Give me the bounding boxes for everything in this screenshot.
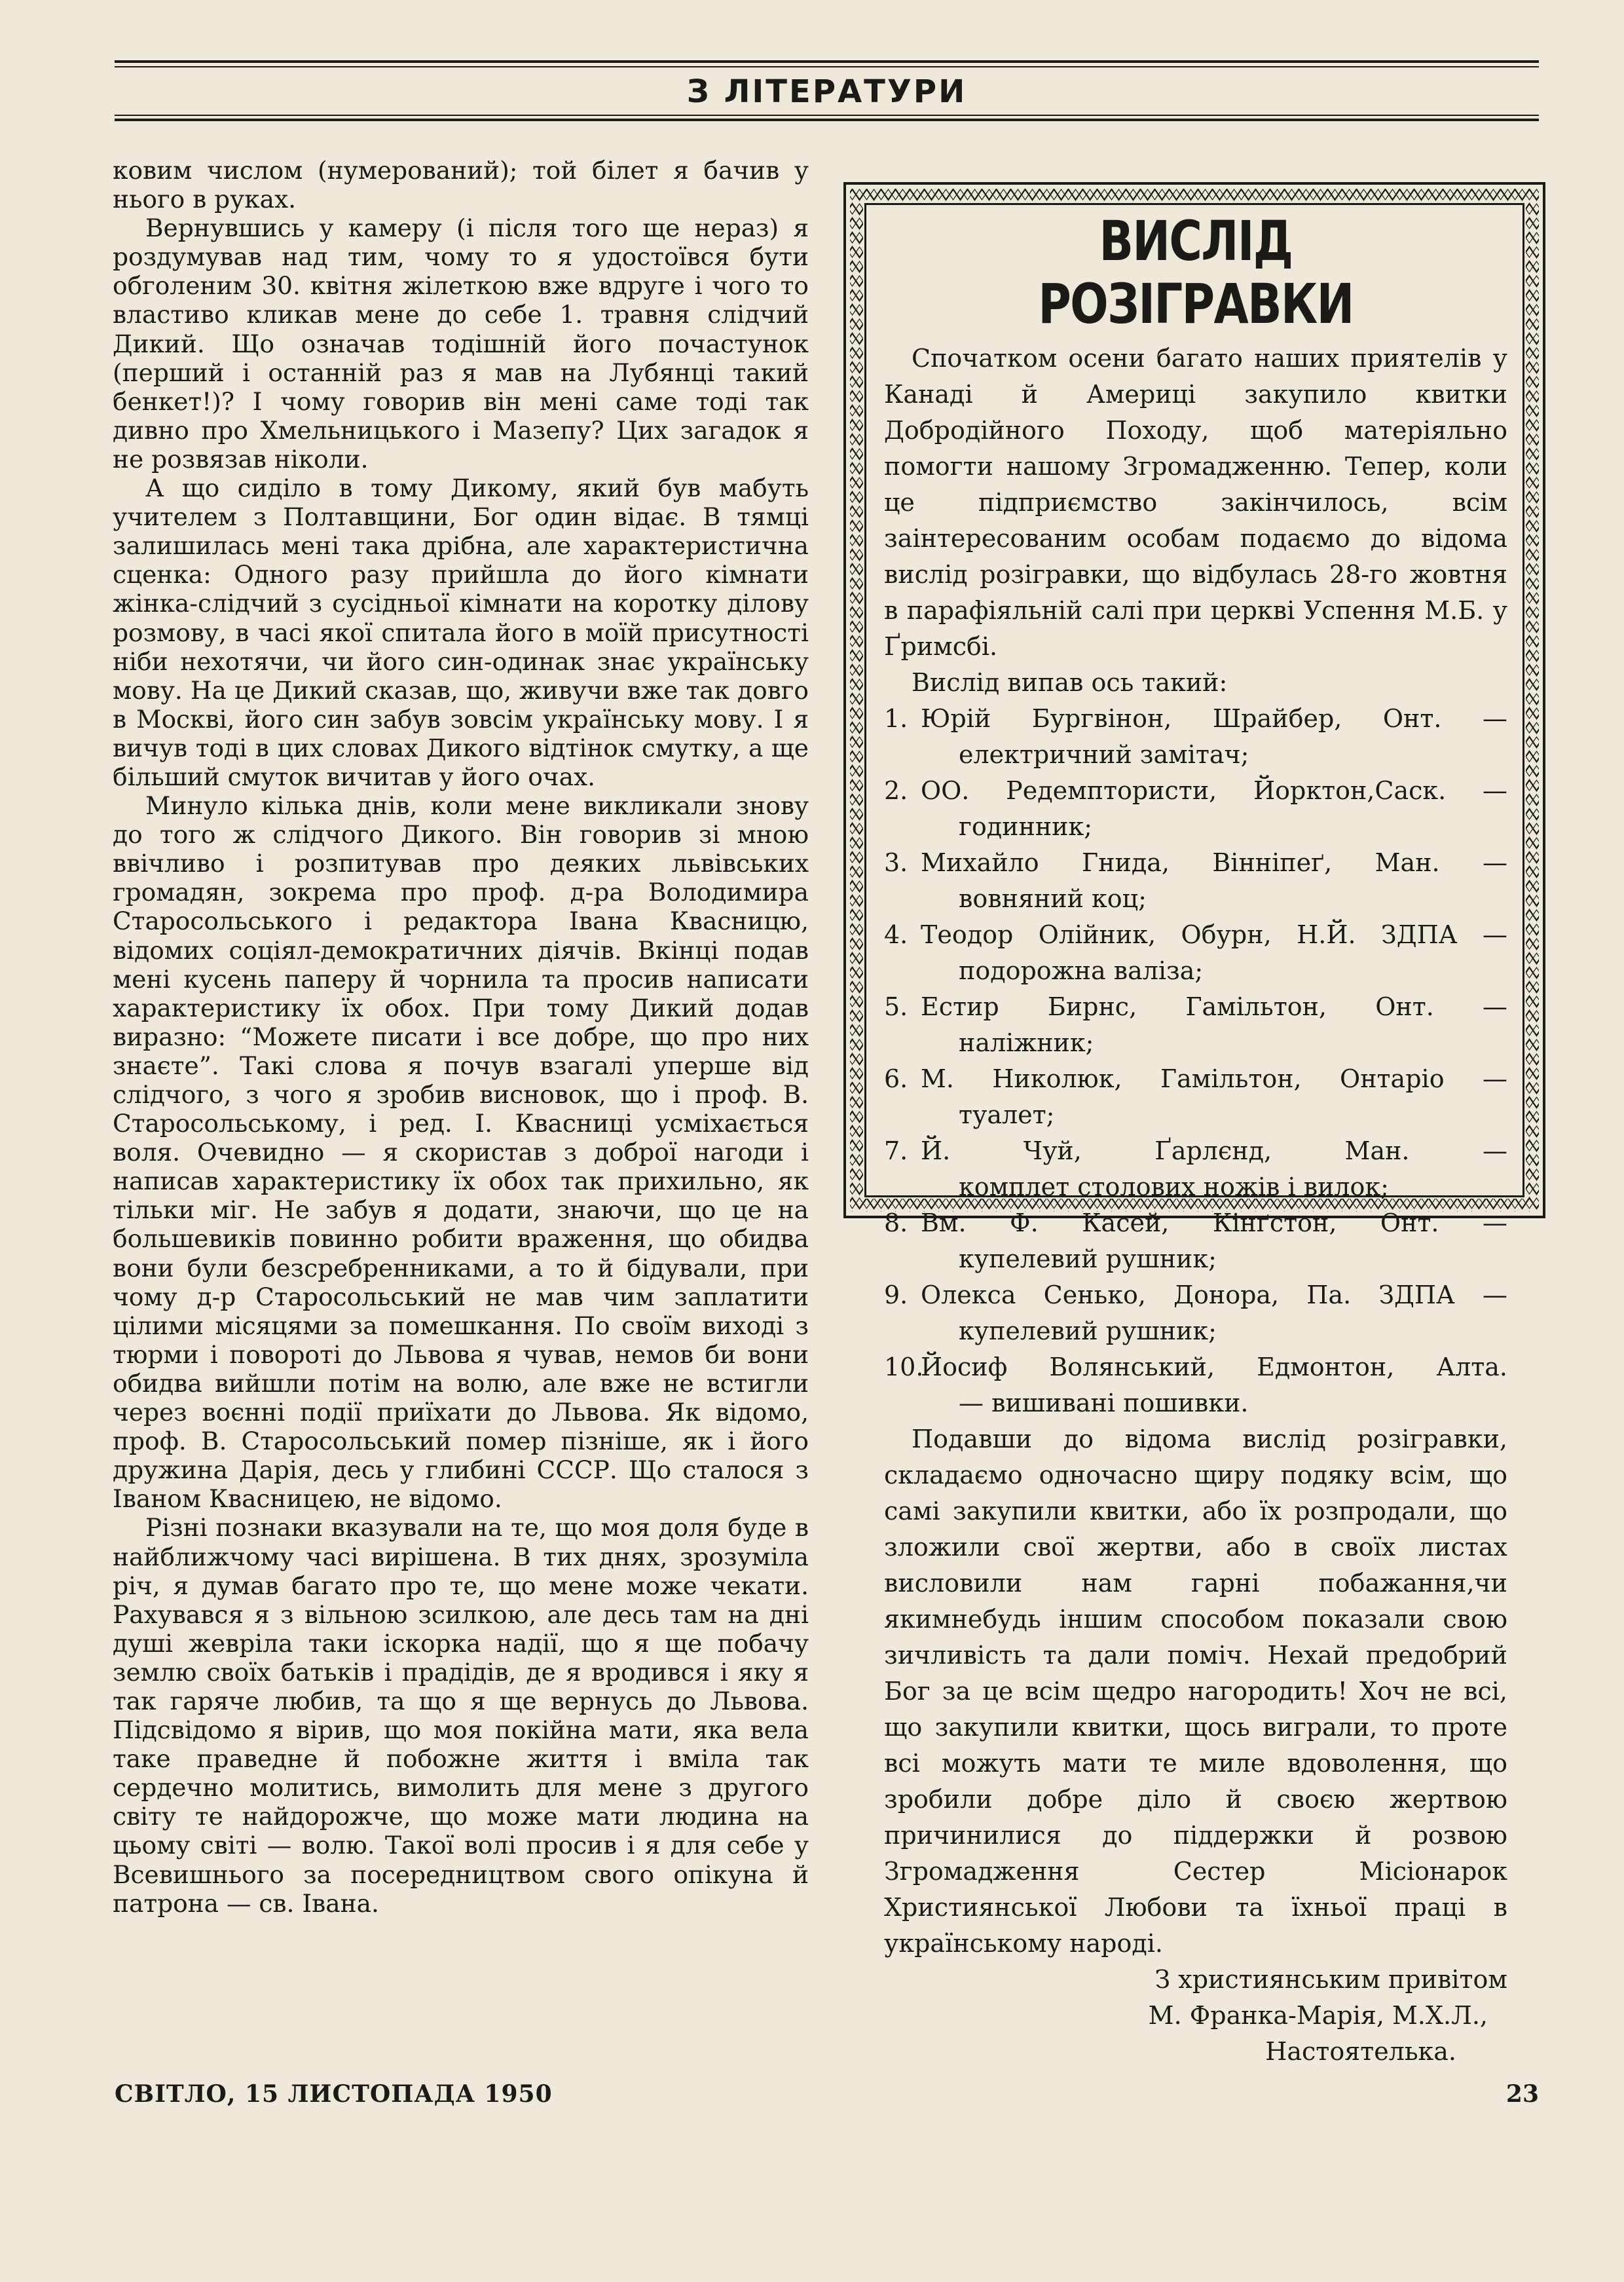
list-item	[884, 845, 1507, 917]
winner-number: 1.	[884, 704, 908, 733]
header-rule-bottom-thin	[115, 115, 1539, 116]
paragraph-1: ковим числом (нумерований); той білет я бачив у нього в руках.	[113, 156, 809, 214]
paragraph-5: Різні познаки вказували на те, що моя доля буде в найближчому часі вирішена. В тих днях, зрозуміла річ, я думав багато про те, що мене може чекати. Рахувався я з вільною зсилкою, але десь там на дні душі жевріла таки іскорка надії, що я ще побачу землю своїх батьків і прадідів, де я вродився і яку я так гаряче любив, та що я ще вернусь до Львова. Підсвідомо я вірив, що моя покійна мати, яка вела таке праведне й побожне життя і вміла так сердечно молитись, вимолить для мене з другого світу те найдорожче, що може мати людина на цьому світі — волю. Такої волі просив і я для себе у Всевишнього за посередництвом свого опікуна й патрона — св. Івана.	[113, 1513, 809, 1918]
paragraph-4: Минуло кілька днів, коли мене викликали знову до того ж слідчого Дикого. Він говорив зі мною ввічливо і розпитував про деяких львівських громадян, зокрема про проф. д-ра Володимира Старосольського і редактора Івана Квасницю, відомих соціял-демократичних діячів. Вкінці подав мені кусень паперу й чорнила та просив написати характеристику їх обох. При тому Дикий додав виразно: “Можете писати і все добре, що про них знаєте”. Такі слова я почув взагалі уперше від слідчого, з чого я зробив висновок, що і проф. В. Старосольському, і ред. І. Квасниці усміхається воля. Очевидно — я скористав з доброї нагоди і написав характеристику їх обох так прихильно, як тільки міг. Не забув я додати, знаючи, що це на большевиків повинно робити враження, що обидва вони були безсребренниками, а то й бідували, при чому д-р Старосольський не мав чим заплатити цілими місяцями за помешкання. По своїм виході з тюрми і повороті до Львова я чував, немов би вони обидва вийшли потім на волю, але вже не встигли через воєнні події приїхати до Львова. Як відомо, проф. В. Старосольський помер пізніше, як і його дружина Дарія, десь у глибині СССР. Що сталося з Іваном Квасницею, не відомо.	[113, 791, 809, 1514]
header-rule-bottom	[115, 119, 1539, 121]
winner-prize: комплет столових ножів і вилок;	[959, 1172, 1389, 1201]
winner-prize: купелевий рушник;	[959, 1317, 1217, 1345]
signoff-greeting: З християнським привітом	[1154, 1965, 1507, 1994]
winner-number: 4.	[884, 920, 908, 949]
winners-list	[884, 701, 1507, 1421]
header-rule-top	[115, 60, 1539, 63]
winner-name: Михайло Гнида, Вінніпеґ, Ман. —	[921, 848, 1507, 877]
list-item	[884, 1061, 1507, 1133]
paragraph-2: Вернувшись у камеру (і після того ще нераз) я роздумував над тим, чому то я удостоївся бути обголеним 30. квітня жілеткою вже вдруге і чого то властиво кликав мене до себе 1. травня слідчий Дикий. Що означав тодішній його почастунок (перший і останній раз я мав на Лубянці такий бенкет!)? І чому говорив він мені саме тоді так дивно про Хмельницького і Мазепу? Цих загадок я не розвязав ніколи.	[113, 214, 809, 474]
winner-prize: годинник;	[959, 812, 1093, 841]
winner-name: Олекса Сенько, Донора, Па. ЗДПА —	[921, 1281, 1507, 1309]
winner-number: 2.	[884, 776, 908, 805]
winner-number: 10.	[884, 1353, 924, 1381]
announcement-content	[884, 210, 1507, 2070]
list-item	[884, 1205, 1507, 1277]
winner-name: Й. Чуй, Ґарлєнд, Ман. —	[921, 1136, 1507, 1165]
winner-name: ОО. Редемптористи, Йорктон,Саск. —	[921, 776, 1507, 805]
list-item	[884, 701, 1507, 773]
announcement-box	[843, 182, 1545, 2066]
winner-number: 5.	[884, 992, 908, 1021]
signoff	[884, 1962, 1507, 2070]
announcement-title: ВИСЛІД РОЗІГРАВКИ	[1038, 209, 1354, 336]
list-item	[884, 1349, 1507, 1421]
winner-name: М. Николюк, Гамільтон, Онтаріо —	[921, 1064, 1507, 1093]
winner-prize: — вишивані пошивки.	[959, 1389, 1249, 1417]
winner-number: 7.	[884, 1136, 908, 1165]
winner-prize: вовняний коц;	[959, 884, 1147, 913]
list-item	[884, 917, 1507, 989]
list-item	[884, 989, 1507, 1061]
result-intro: Вислід випав ось такий:	[912, 668, 1228, 697]
paragraph-3: А що сиділо в тому Дикому, який був мабуть учителем з Полтавщини, Бог один відає. В тямці залишилась мені така дрібна, але характеристична сценка: Одного разу прийшла до його кімнати жінка-слідчий з сусідньої кімнати на коротку ділову розмову, в часі якої спитала його в моїй присутності ніби нехотячи, чи його син-одинак знає українську мову. На це Дикий сказав, що, живучи вже так довго в Москві, його син забув зовсім українську мову. І я вичув тоді в цих словах Дикого відтінок смутку, а ще більший смуток вичитав у його очах.	[113, 474, 809, 791]
winner-name: Естир Бирнс, Гамільтон, Онт. —	[921, 992, 1507, 1021]
section-title: З ЛІТЕРАТУРИ	[686, 73, 967, 110]
winner-name: Йосиф Волянський, Едмонтон, Алта.	[921, 1353, 1507, 1381]
winner-prize: електричний замітач;	[959, 740, 1249, 769]
winner-prize: наліжник;	[959, 1028, 1094, 1057]
list-item	[884, 1133, 1507, 1205]
closing-paragraph: Подавши до відома вислід розігравки, складаємо одночасно щиру подяку всім, що самі закупили квитки, або їх розпродали, що зложили свої жертви, або в своїх листах висловили нам гарні побажання,чи якимнебудь іншим способом показали свою зичливість та дали поміч. Нехай предобрий Бог за це всім щедро нагородить! Хоч не всі, що закупили квитки, щось виграли, то проте всі можуть мати те миле вдоволення, що зробили добре діло й своєю жертвою причинилися до піддержки й розвою Згромадження Сестер Місіонарок Християнської Любови та їхньої праці в українському народі.	[884, 1425, 1507, 1958]
header-rule-top-thin	[115, 66, 1539, 67]
left-column-article	[113, 156, 809, 1918]
winner-name: Юрій Бургвінон, Шрайбер, Онт. —	[921, 704, 1507, 733]
winner-name: Теодор Олійник, Обурн, Н.Й. ЗДПА —	[921, 920, 1507, 949]
list-item	[884, 773, 1507, 845]
winner-number: 3.	[884, 848, 908, 877]
winner-prize: туалет;	[959, 1100, 1055, 1129]
list-item	[884, 1277, 1507, 1349]
announcement-intro: Спочатком осени багато наших приятелів у Канаді й Америці закупило квитки Добродійного Походу, щоб матеріяльно помогти нашому Згромадженню. Тепер, коли це підприємство закінчилось, всім заінтересованим особам подаємо до відома вислід розігравки, що відбулась 28-го жовтня в парафіяльній салі при церкві Успення М.Б. у Ґримсбі.	[884, 344, 1507, 661]
winner-prize: купелевий рушник;	[959, 1244, 1217, 1273]
footer-publication: СВІТЛО, 15 ЛИСТОПАДА 1950	[115, 2080, 553, 2108]
page-number: 23	[1505, 2080, 1539, 2108]
signoff-name: М. Франка-Марія, М.Х.Л.,	[1148, 2001, 1488, 2030]
winner-prize: подорожна валіза;	[959, 956, 1204, 985]
signoff-title: Настоятелька.	[1265, 2037, 1456, 2066]
winner-number: 8.	[884, 1208, 908, 1237]
winner-number: 9.	[884, 1281, 908, 1309]
winner-name: Вм. Ф. Касей, Кінґстон, Онт. —	[921, 1208, 1507, 1237]
winner-number: 6.	[884, 1064, 908, 1093]
